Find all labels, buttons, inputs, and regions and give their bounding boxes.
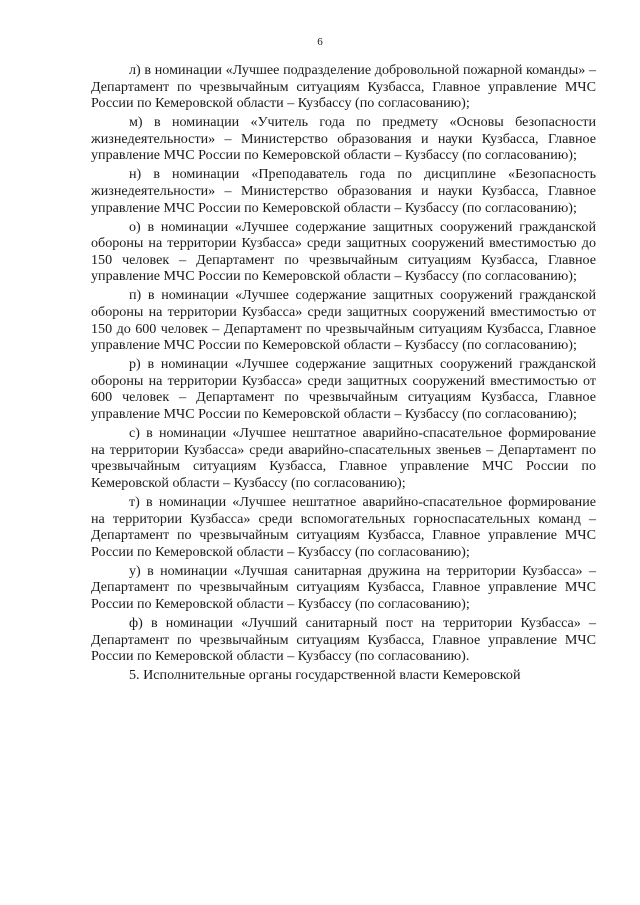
paragraph-f: ф) в номинации «Лучший санитарный пост на территории Кузбасса» – Департамент по чрезвычайным ситуациям Кузбасса, Главное управление МЧС России по Кемеровской области – Кузбассу (по согласованию). — [91, 614, 596, 665]
paragraph-n: н) в номинации «Преподаватель года по дисциплине «Безопасность жизнедеятельности» – Министерство образования и науки Кузбасса, Главное управление МЧС России по Кемеровской области – Кузбассу (по согласованию); — [91, 166, 596, 216]
paragraph-5: 5. Исполнительные органы государственной власти Кемеровской — [129, 667, 521, 684]
paragraph-m: м) в номинации «Учитель года по предмету «Основы безопасности жизнедеятельности» – Министерство образования и науки Кузбасса, Главное управление МЧС России по Кемеровской области – Кузбассу (по согласованию); — [91, 114, 596, 164]
page-number: 6 — [317, 36, 323, 48]
paragraph-p: п) в номинации «Лучшее содержание защитных сооружений гражданской обороны на территории Кузбасса» среди защитных сооружений вместимостью от 150 до 600 человек – Департамент по чрезвычайным ситуациям Кузбасса, Главное управление МЧС России по Кемеровской области – Кузбассу (по согласованию); — [91, 287, 596, 354]
paragraph-l: л) в номинации «Лучшее подразделение добровольной пожарной команды» – Департамент по чрезвычайным ситуациям Кузбасса, Главное управление МЧС России по Кемеровской области – Кузбассу (по согласованию); — [91, 62, 596, 112]
document-body — [91, 62, 596, 686]
paragraph-s: с) в номинации «Лучшее нештатное аварийно-спасательное формирование на территории Кузбасса» среди аварийно-спасательных звеньев – Департамент по чрезвычайным ситуациям Кузбасса, Главное управление МЧС России по Кемеровской области – Кузбассу (по согласованию); — [91, 425, 596, 491]
paragraph-o: о) в номинации «Лучшее содержание защитных сооружений гражданской обороны на территории Кузбасса» среди защитных сооружений вместимостью до 150 человек – Департамент по чрезвычайным ситуациям Кузбасса, Главное управление МЧС России по Кемеровской области – Кузбассу (по согласованию); — [91, 218, 596, 285]
paragraph-u: у) в номинации «Лучшая санитарная дружина на территории Кузбасса» – Департамент по чрезвычайным ситуациям Кузбасса, Главное управление МЧС России по Кемеровской области – Кузбассу (по согласованию); — [91, 562, 596, 612]
paragraph-r: р) в номинации «Лучшее содержание защитных сооружений гражданской обороны на территории Кузбасса» среди защитных сооружений вместимостью от 600 человек – Департамент по чрезвычайным ситуациям Кузбасса, Главное управление МЧС России по Кемеровской области – Кузбассу (по согласованию); — [91, 356, 596, 423]
paragraph-t: т) в номинации «Лучшее нештатное аварийно-спасательное формирование на территории Кузбасса» среди вспомогательных горноспасательных команд – Департамент по чрезвычайным ситуациям Кузбасса, Главное управление МЧС России по Кемеровской области – Кузбассу (по согласованию); — [91, 493, 596, 560]
